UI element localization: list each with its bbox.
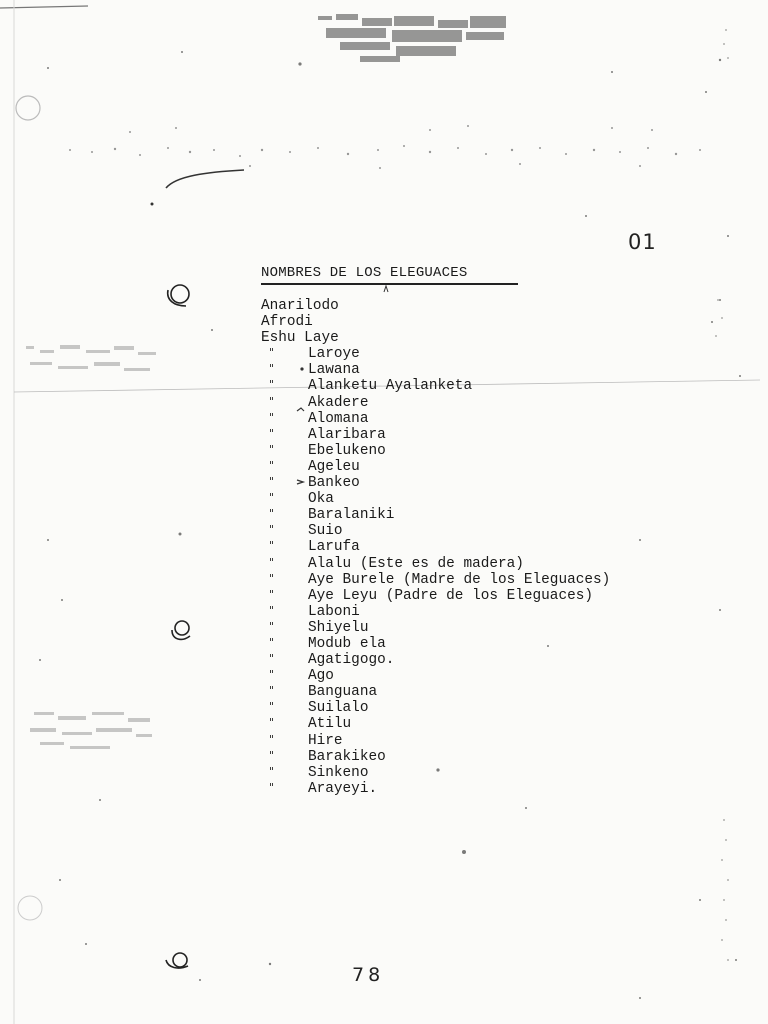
ditto-mark: ": [269, 410, 275, 424]
entry-name: Ago: [308, 668, 334, 685]
ditto-mark: ": [269, 555, 275, 569]
ditto-mark: ": [269, 668, 275, 682]
ditto-mark: ": [269, 764, 275, 778]
entry-name: Alomana: [308, 410, 369, 427]
entry-name: Oka: [308, 491, 334, 508]
ditto-mark: ": [269, 458, 275, 472]
entry-name: Baralaniki: [308, 507, 395, 524]
ditto-mark: ": [269, 700, 275, 714]
ditto-mark: ": [269, 442, 275, 456]
ditto-mark: ": [269, 426, 275, 440]
entry-name: Lawana: [308, 362, 360, 379]
entry-name: Laroye: [308, 346, 360, 363]
ditto-mark: ": [269, 635, 275, 649]
entry-name: Suilalo: [308, 700, 369, 717]
entry-name: Alaribara: [308, 426, 386, 443]
entry-name: Agatigogo.: [308, 652, 395, 669]
ditto-mark: ": [269, 539, 275, 553]
ditto-mark: ": [269, 748, 275, 762]
entry-name: Alanketu Ayalanketa: [308, 378, 473, 395]
ditto-mark: ": [269, 619, 275, 633]
entry-name: Eshu Laye: [261, 330, 339, 347]
ditto-mark: ": [269, 507, 275, 521]
entry-name: Alalu (Este es de madera): [308, 555, 524, 572]
entry-name: Laboni: [308, 603, 360, 620]
entry-name: Modub ela: [308, 635, 386, 652]
entry-name: Bankeo: [308, 475, 360, 492]
entry-name: Ageleu: [308, 458, 360, 475]
entry-name: Hire: [308, 732, 343, 749]
entry-name: Arayeyi.: [308, 780, 378, 797]
entry-name: Aye Leyu (Padre de los Eleguaces): [308, 587, 593, 604]
entry-name: Akadere: [308, 394, 369, 411]
entry-name: Afrodi: [261, 314, 313, 331]
page-number: 01: [628, 230, 657, 254]
ditto-mark: ": [269, 652, 275, 666]
ditto-mark: ": [269, 780, 275, 794]
entry-name: Shiyelu: [308, 619, 369, 636]
ditto-mark: ": [269, 523, 275, 537]
entry-name: Sinkeno: [308, 764, 369, 781]
entry-name: Anarilodo: [261, 298, 339, 314]
ditto-mark: ": [269, 378, 275, 392]
entry-name: Aye Burele (Madre de los Eleguaces): [308, 571, 611, 588]
entry-name: Banguana: [308, 684, 378, 701]
ditto-mark: ": [269, 475, 275, 489]
entry-name: Suio: [308, 523, 343, 540]
ditto-mark: ": [269, 571, 275, 585]
title-underline: [261, 283, 518, 285]
ditto-mark: ": [269, 362, 275, 376]
entry-name: Larufa: [308, 539, 360, 556]
ditto-mark: ": [269, 684, 275, 698]
ditto-mark: ": [269, 394, 275, 408]
document-title: NOMBRES DE LOS ELEGUACES: [261, 265, 468, 281]
entry-name: Barakikeo: [308, 748, 386, 765]
footer-page-number: 78: [352, 964, 385, 986]
ditto-mark: ": [269, 587, 275, 601]
ditto-mark: ": [269, 346, 275, 360]
entry-name: Ebelukeno: [308, 442, 386, 459]
ditto-mark: ": [269, 732, 275, 746]
ditto-mark: ": [269, 603, 275, 617]
ditto-mark: ": [269, 716, 275, 730]
ditto-mark: ": [269, 491, 275, 505]
entry-name: Atilu: [308, 716, 352, 733]
